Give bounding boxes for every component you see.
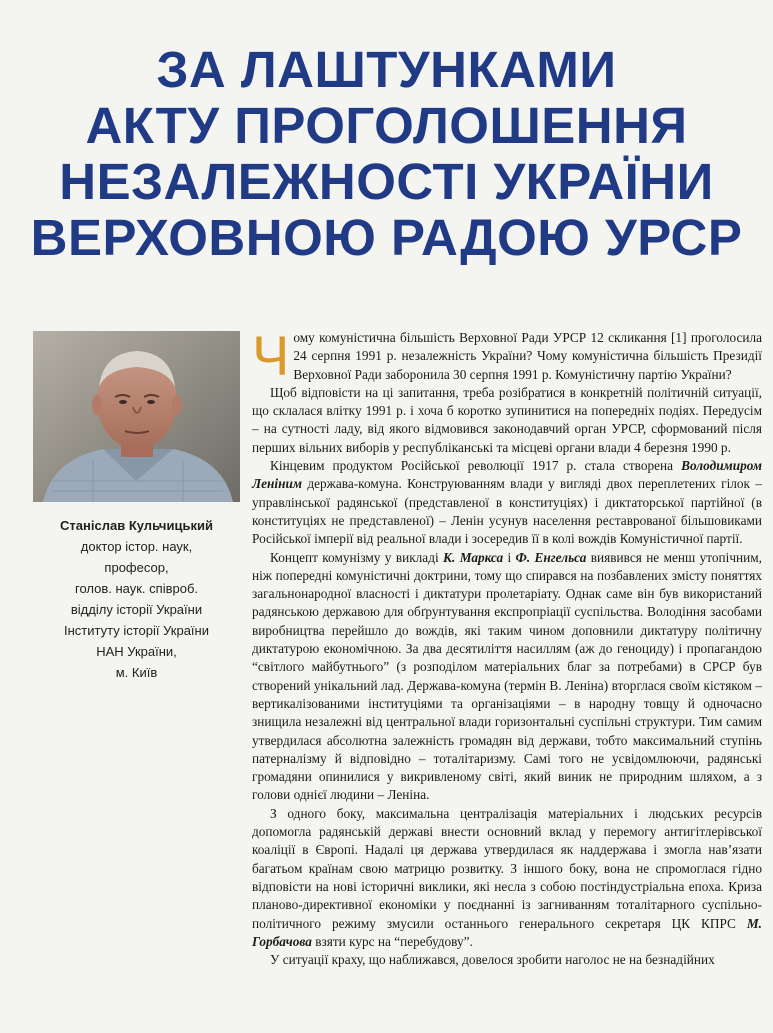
name-marx: К. Маркса [443,549,504,565]
paragraph-3-text-a: Кінцевим продуктом Російської революції 1917 р. стала створена [270,458,682,474]
author-degree: доктор істор. наук, [80,539,193,554]
paragraph-4 [252,549,762,805]
paragraph-2: Щоб відповісти на ці запитання, треба розібратися в конкретній політичній ситуації, що склалася влітку 1991 р. і хоча б коротко зупинитися на попередніх подіях. Передусім – на сутності ладу, від якого відмовився законодавчий орган УРСР, сформований після перших вільних виборів у республіканські та місцеві органи влади 4 березня 1990 р. [252,384,762,455]
title-line-2: АКТУ ПРОГОЛОШЕННЯ [85,97,688,154]
article-title [0,42,773,266]
author-name: Станіслав Кульчицький [60,518,213,533]
paragraph-4-text-a: Концепт комунізму у викладі [270,549,444,565]
paragraph-5 [252,805,762,951]
article-body [252,324,762,969]
name-lenin: Володимиром Леніним [252,458,762,492]
name-gorbachev: М. Горбачова [252,915,762,949]
author-portrait-image [33,331,240,502]
drop-cap: Ч [252,324,290,387]
paragraph-4-text-b: виявився не менш утопічним, ніж попередні комуністичні доктрини, тому що спирався на позбавлених змісту поняттях загальнонародної власності і диктатури пролетаріату. Однак саме він був використаний радянською державою для обґрунтування експропріації суспільства. Володіння засобами виробництва перейшло до вождів, які таким чином доповнили диктатуру політичну диктатурою економічною. За два десятиліття насиллям (аж до геноциду) і пропагандою “світлого майбутнього” (з розподілом матеріальних благ за потребами) в СРСР був створений унікальний лад. Держава-комуна (термін В. Леніна) вторглася своїм кістяком – вертикалізованими інституціями та організаціями – в народну товщу й одночасно знищила незалежні від центральної влади горизонтальні суспільні структури. Тим самим утвердилася абсолютна залежність громадян від держави, тобто максимальний ступінь патерналізму й відповідно – тоталітаризму. Самі того не усвідомлюючи, радянські громадяни опинилися у викривленому світі, який виник не природним шляхом, а з голови однієї людини – Леніна. [252,549,762,803]
author-institute: Інституту історії України [64,623,209,638]
paragraph-6: У ситуації краху, що наближався, довелося зробити наголос не на безнадійних [270,952,715,968]
author-title: професор, [104,560,169,575]
author-photo [33,331,240,502]
paragraph-1-text: ому комуністична більшість Верховної Ради УРСР 12 скликання [1] проголосила 24 серпня 1991 р. незалежність України? Чому комуністична більшість Президії Верховної Ради заборонила 30 серпня 1991 р. Комуністичну партію України? [293,330,762,382]
paragraph-5-text-a: З одного боку, максимальна централізація матеріальних і людських ресурсів допомогла радянській державі внести основний вклад у перемогу антигітлерівської коаліції в Європі. Надалі ця держава утвердилася як наддержава і змогла нав’язати багатьом країнам свою матрицю розвитку. З іншого боку, вона не спромоглася гідно відповісти на нові історичні виклики, які несла з собою постіндустріальна епоха. Криза планово-директивної економіки у поєднанні із загниванням тоталітарного суспільно-політичного режиму змусили останнього генерального секретаря ЦК КПРС [252,805,762,931]
paragraph-3 [252,457,762,548]
name-engels: Ф. Енгельса [515,549,587,565]
title-line-4: ВЕРХОВНОЮ РАДОЮ УРСР [30,209,743,266]
author-city: м. Київ [115,665,158,680]
paragraph-4-and: і [503,549,516,565]
author-department: відділу історії України [70,602,203,617]
paragraph-3-text-b: держава-комуна. Конструюванням влади у вигляді двох переплетених гілок – управлінської радянської (представленої в конституціях) і диктаторської партійної (в конституціях не представленої) – Ленін усунув населення реставрованої більшовиками Російської імперії від реальної влади і зосередив її в колі вождів Комуністичної партії. [252,476,762,547]
paragraph-5-text-b: взяти курс на “перебудову”. [311,933,473,949]
paragraph-1 [252,324,762,387]
title-line-1: ЗА ЛАШТУНКАМИ [156,41,617,98]
title-line-3: НЕЗАЛЕЖНОСТІ УКРАЇНИ [59,153,714,210]
author-position: голов. наук. співроб. [74,581,199,596]
author-academy: НАН України, [96,644,177,659]
author-block [33,515,240,683]
